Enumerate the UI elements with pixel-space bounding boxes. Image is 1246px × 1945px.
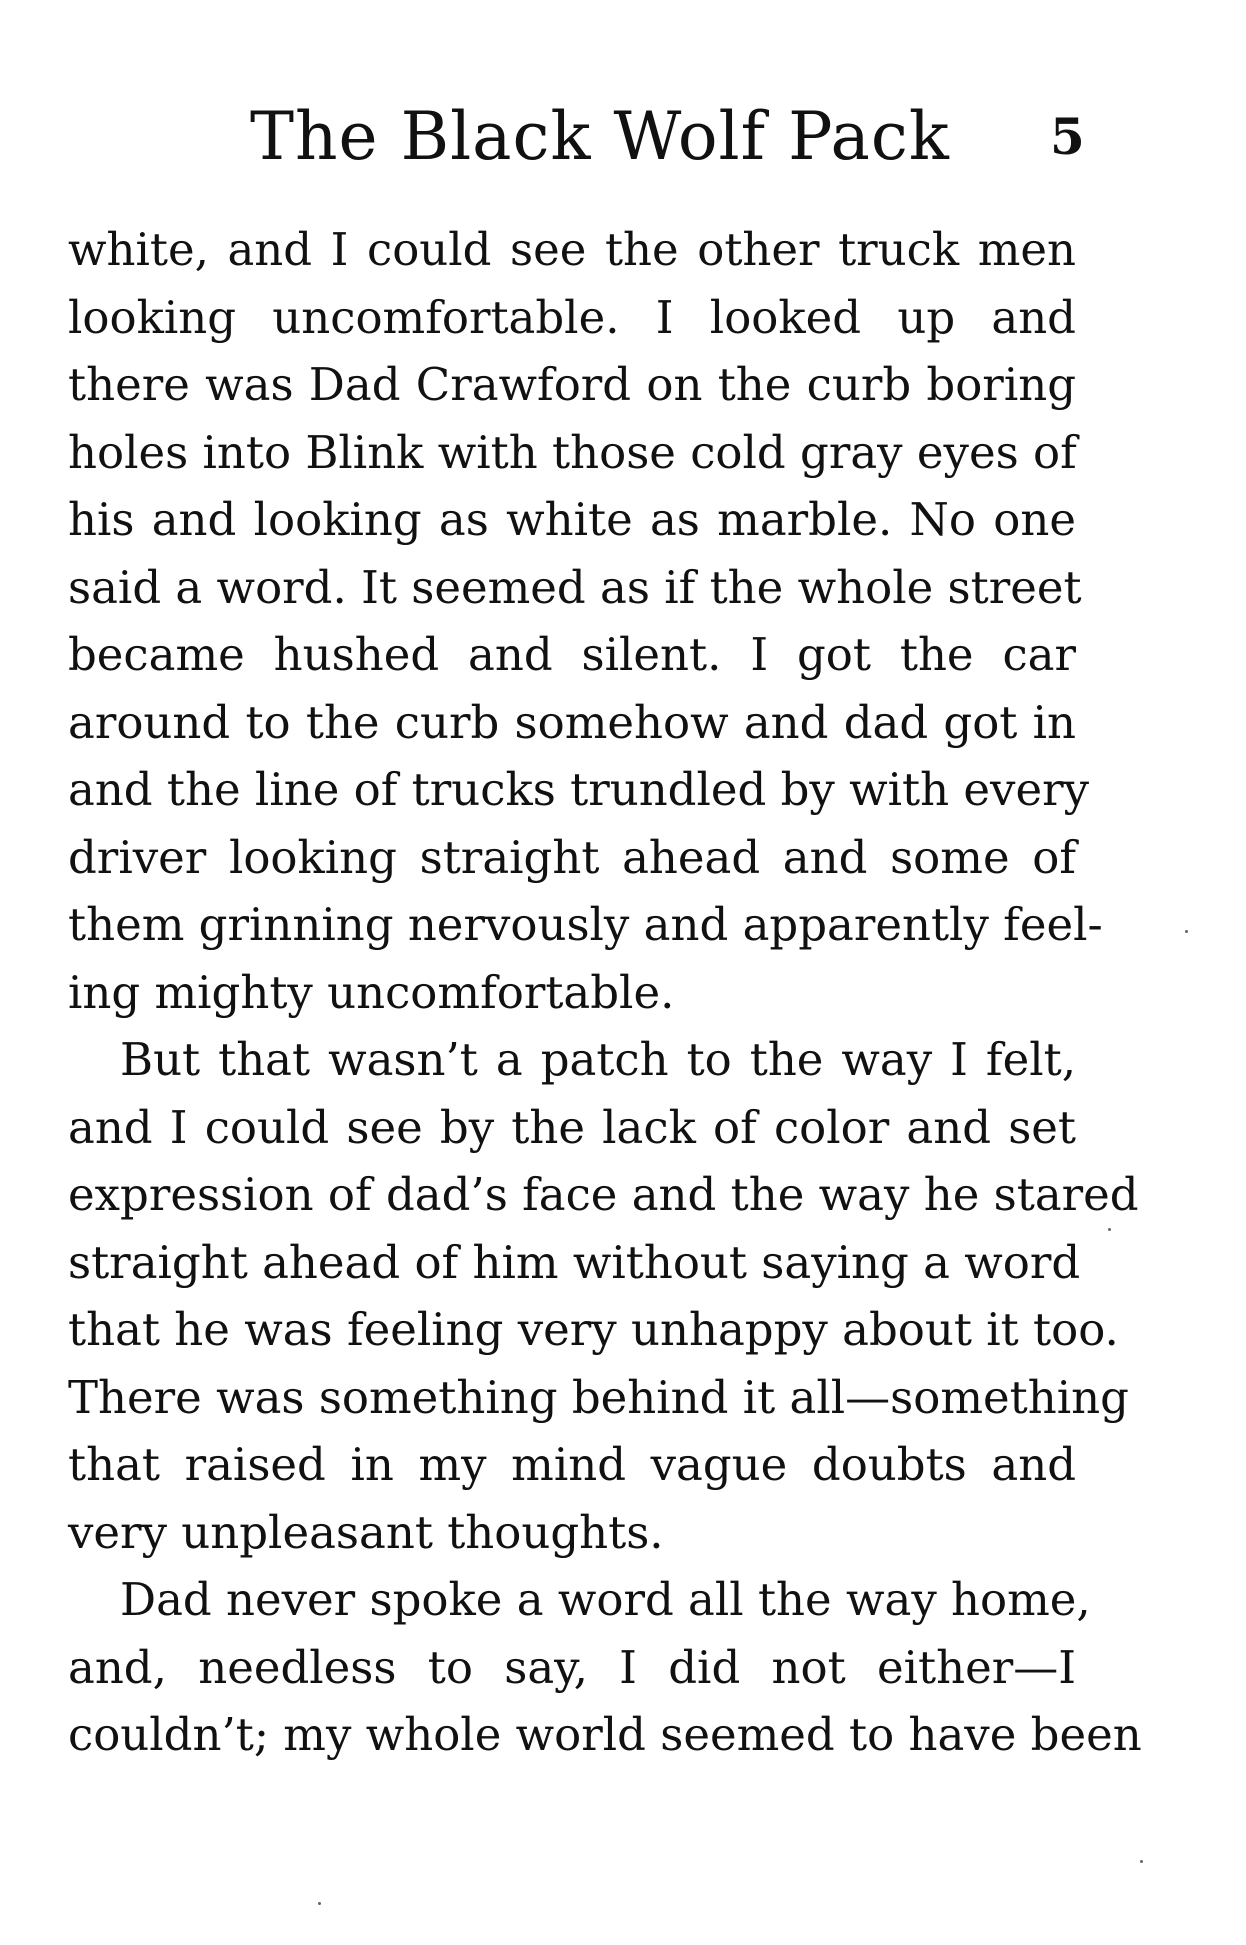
text-line: became hushed and silent. I got the car	[68, 628, 1076, 681]
text-line: driver looking straight ahead and some of	[68, 830, 1076, 884]
text-line: very unpleasant thoughts.	[68, 1505, 664, 1559]
text-line: around to the curb somehow and dad got in	[68, 695, 1076, 749]
scan-speck	[318, 1902, 321, 1905]
text-line: holes into Blink with those cold gray eyes of	[68, 425, 1077, 479]
text-line: and the line of trucks trundled by with every	[68, 763, 1090, 816]
running-title: The Black Wolf Pack	[250, 98, 950, 175]
text-line: looking uncomfortable. I looked up and	[68, 290, 1076, 344]
text-line: there was Dad Crawford on the curb boring	[68, 358, 1076, 411]
body-text	[68, 216, 1142, 1769]
text-line: and I could see by the lack of color and set	[68, 1100, 1076, 1154]
page-number: 5	[1050, 107, 1085, 166]
text-line: white, and I could see the other truck men	[68, 223, 1076, 276]
text-line: There was something behind it all—something	[68, 1370, 1129, 1424]
scan-speck	[1185, 930, 1188, 933]
text-line: expression of dad’s face and the way he stared	[68, 1168, 1139, 1221]
text-line: ing mighty uncomfortable.	[68, 965, 675, 1019]
text-line: his and looking as white as marble. No one	[68, 493, 1076, 546]
text-line: said a word. It seemed as if the whole street	[68, 560, 1082, 614]
text-line: that he was feeling very unhappy about it too.	[68, 1303, 1119, 1356]
scan-speck	[1108, 1228, 1111, 1231]
text-line: straight ahead of him without saying a word	[68, 1235, 1081, 1289]
text-line: them grinning nervously and apparently feel-	[68, 898, 1103, 951]
paragraph-start-line: But that wasn’t a patch to the way I felt,	[120, 1033, 1076, 1086]
paragraph-start-line: Dad never spoke a word all the way home,	[120, 1573, 1091, 1626]
scan-speck	[1140, 1860, 1143, 1863]
text-line: and, needless to say, I did not either—I	[68, 1640, 1076, 1694]
text-line: couldn’t; my whole world seemed to have been	[68, 1708, 1142, 1761]
text-line: that raised in my mind vague doubts and	[68, 1438, 1076, 1491]
